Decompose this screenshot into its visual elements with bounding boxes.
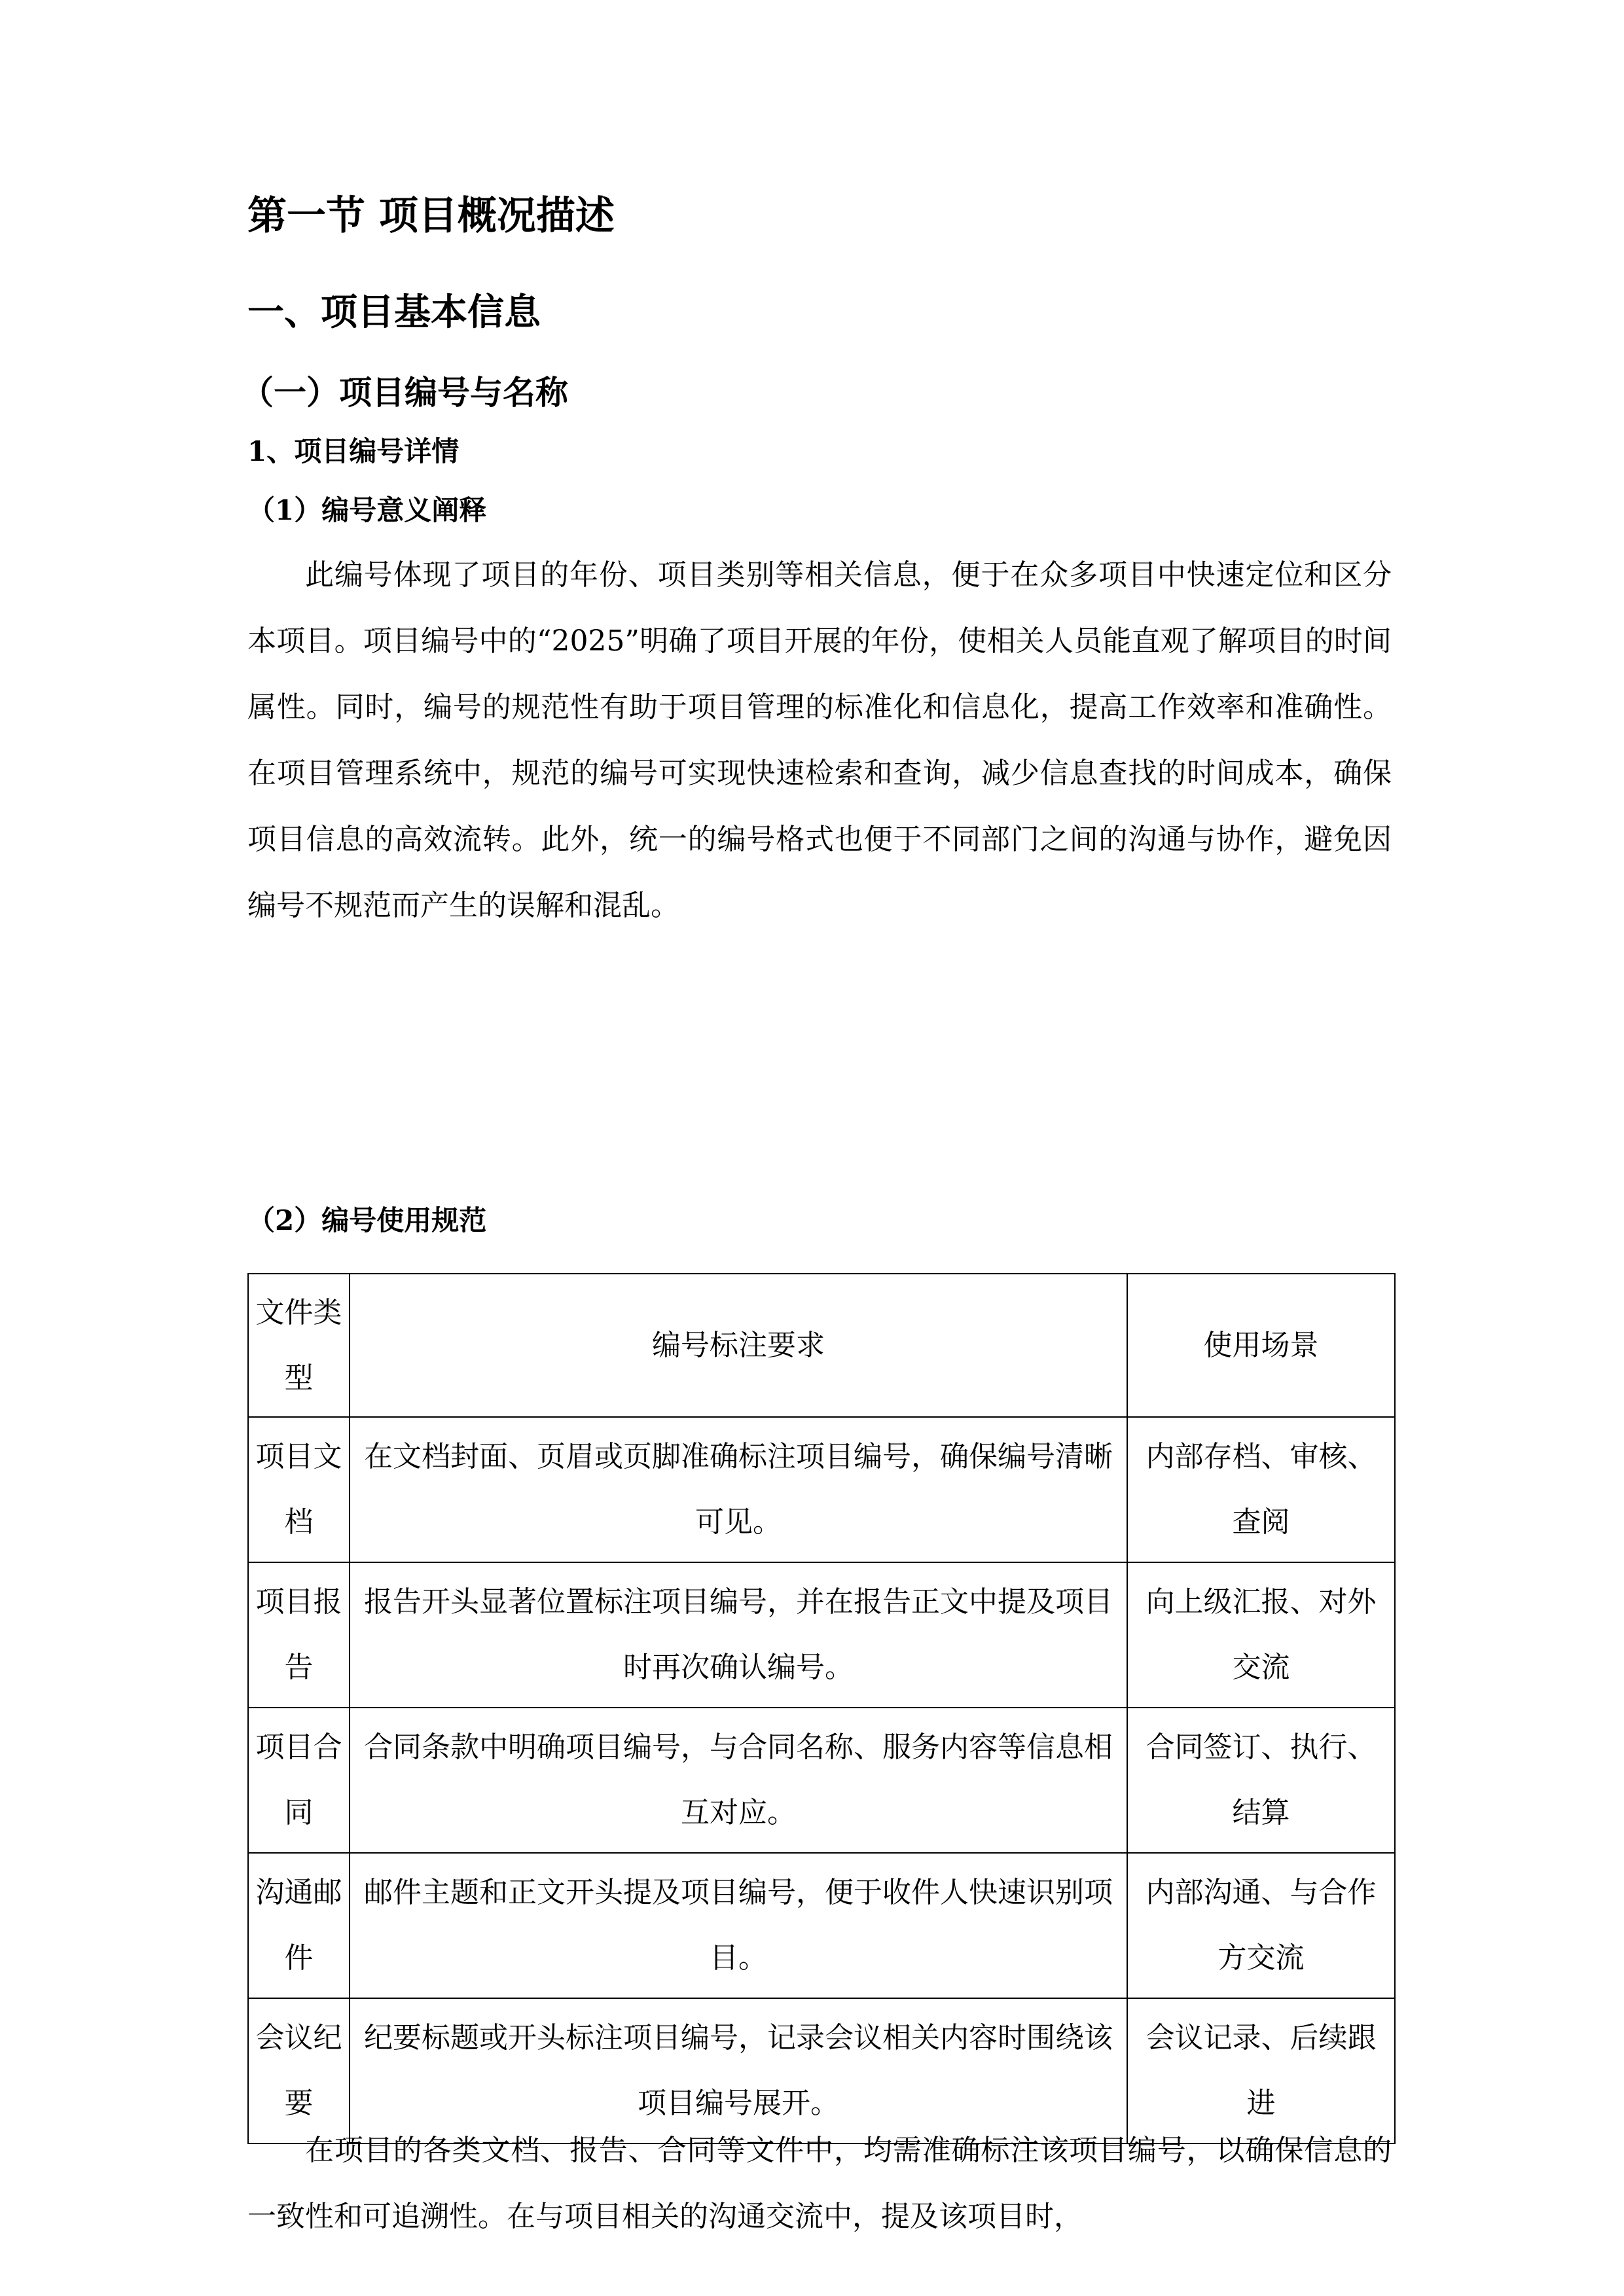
- table-cell-requirement: 在文档封面、页眉或页脚准确标注项目编号，确保编号清晰可见。: [350, 1417, 1127, 1562]
- table-row: [248, 1853, 1395, 1998]
- table-cell-requirement: 合同条款中明确项目编号，与合同名称、服务内容等信息相互对应。: [350, 1708, 1127, 1853]
- table-cell-scenario: 内部沟通、与合作方交流: [1127, 1853, 1395, 1998]
- table-cell-file-type: 项目合同: [248, 1708, 350, 1853]
- table-cell-scenario: 合同签订、执行、结算: [1127, 1708, 1395, 1853]
- table-header-cell: 使用场景: [1127, 1274, 1395, 1417]
- heading-level-2: （一）项目编号与名称: [241, 374, 568, 412]
- table-header-row: [248, 1274, 1395, 1417]
- table-cell-requirement: 报告开头显著位置标注项目编号，并在报告正文中提及项目时再次确认编号。: [350, 1562, 1127, 1708]
- table-row: [248, 1562, 1395, 1708]
- table-header-cell: 编号标注要求: [350, 1274, 1127, 1417]
- subheading-number-meaning: （1）编号意义阐释: [247, 494, 487, 526]
- table-cell-file-type: 项目文档: [248, 1417, 350, 1562]
- table-row: [248, 1708, 1395, 1853]
- table-cell-requirement: 邮件主题和正文开头提及项目编号，便于收件人快速识别项目。: [350, 1853, 1127, 1998]
- table-header-cell: 文件类型: [248, 1274, 350, 1417]
- closing-paragraph: 在项目的各类文档、报告、合同等文件中，均需准确标注该项目编号，以确保信息的一致性和可追溯性。在与项目相关的沟通交流中，提及该项目时，: [247, 2134, 1392, 2233]
- table-cell-file-type: 项目报告: [248, 1562, 350, 1708]
- table-cell-requirement: 纪要标题或开头标注项目编号，记录会议相关内容时围绕该项目编号展开。: [350, 1998, 1127, 2144]
- section-title: 第一节 项目概况描述: [247, 193, 615, 239]
- heading-level-3: 1、项目编号详情: [247, 435, 460, 467]
- table-cell-scenario: 向上级汇报、对外交流: [1127, 1562, 1395, 1708]
- heading-level-1: 一、项目基本信息: [247, 291, 541, 334]
- table-cell-scenario: 会议记录、后续跟进: [1127, 1998, 1395, 2144]
- table-cell-file-type: 会议纪要: [248, 1998, 350, 2144]
- table-cell-scenario: 内部存档、审核、查阅: [1127, 1417, 1395, 1562]
- table-cell-file-type: 沟通邮件: [248, 1853, 350, 1998]
- table-row: [248, 1417, 1395, 1562]
- paragraph-number-meaning: 此编号体现了项目的年份、项目类别等相关信息，便于在众多项目中快速定位和区分本项目。项目编号中的“2025”明确了项目开展的年份，使相关人员能直观了解项目的时间属性。同时，编号的规范性有助于项目管理的标准化和信息化，提高工作效率和准确性。在项目管理系统中，规范的编号可实现快速检索和查询，减少信息查找的时间成本，确保项目信息的高效流转。此外，统一的编号格式也便于不同部门之间的沟通与协作，避免因编号不规范而产生的误解和混乱。: [247, 558, 1392, 922]
- subheading-number-usage: （2）编号使用规范: [247, 1204, 487, 1236]
- usage-spec-table: [247, 1273, 1396, 2144]
